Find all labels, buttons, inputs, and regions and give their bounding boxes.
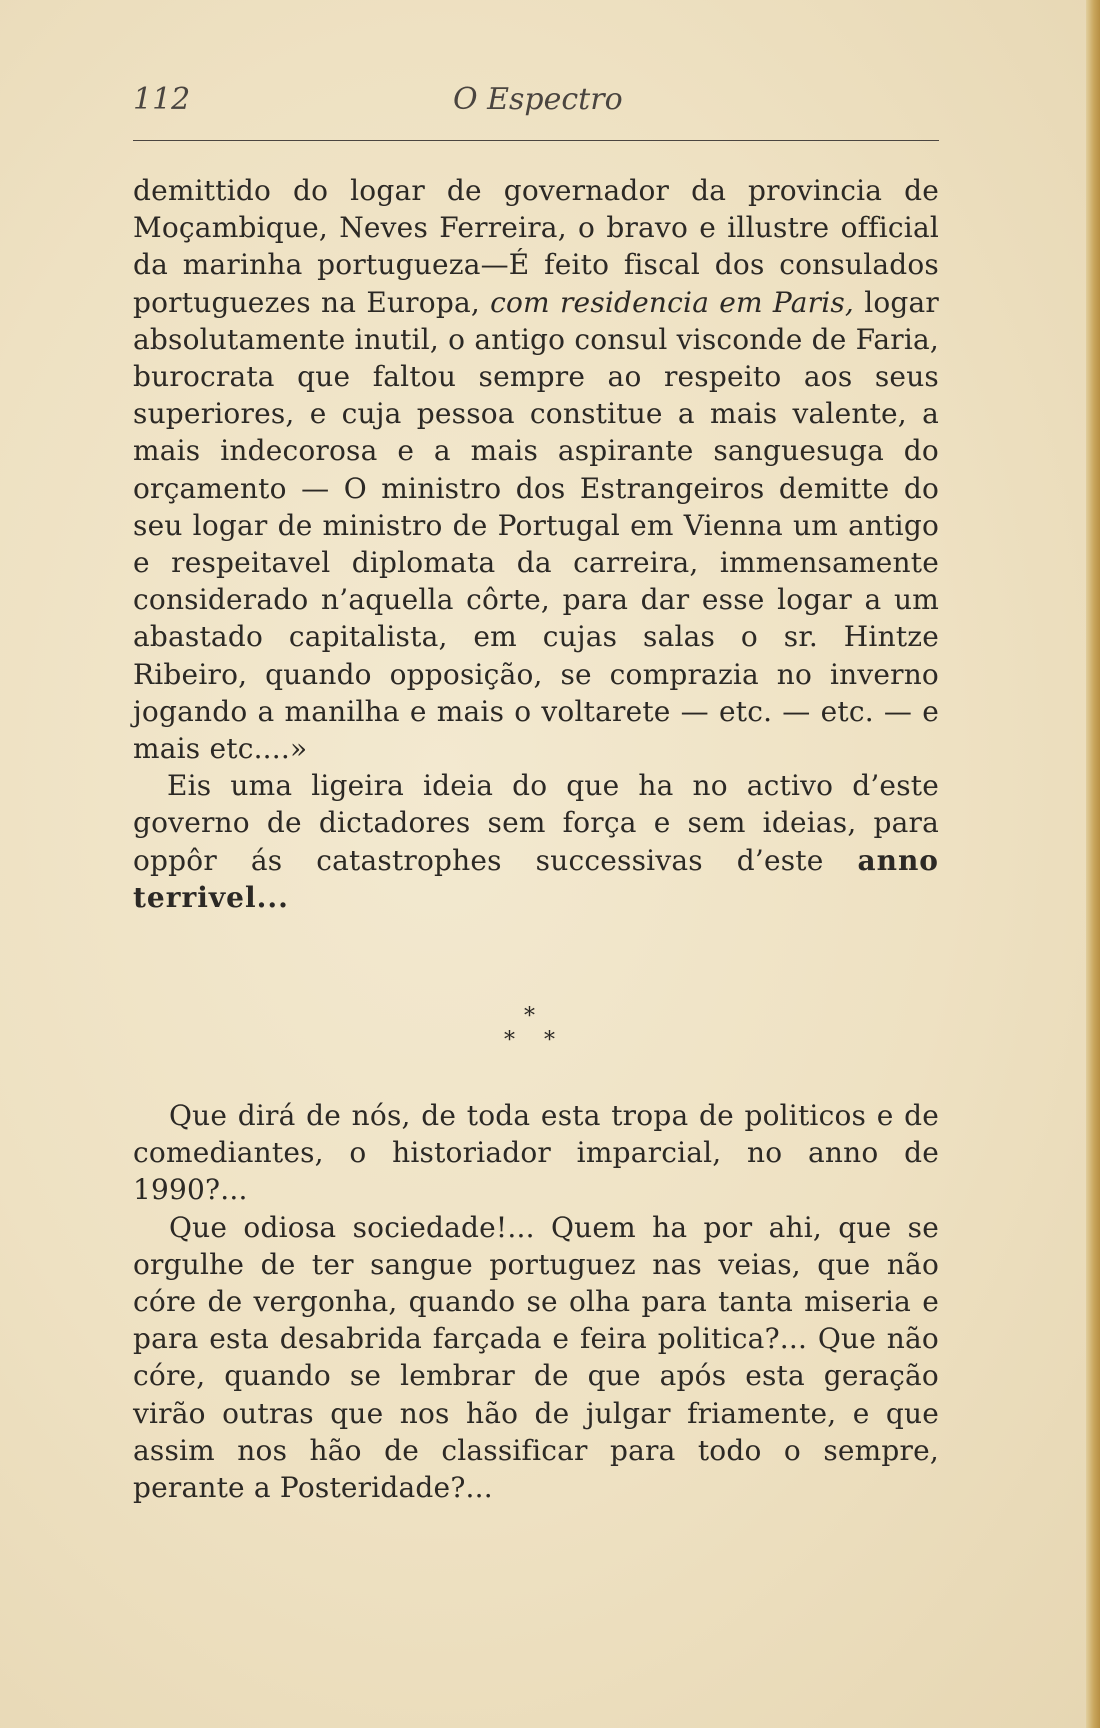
page-header	[133, 82, 939, 122]
asterisk-top: *	[524, 1004, 535, 1029]
header-rule	[133, 140, 939, 141]
page-number: 112	[133, 82, 191, 117]
asterisk-right: *	[544, 1028, 555, 1053]
paragraph-1-text-a: demittido do logar de governador da provincia de Moçambique, Neves Ferreira, o bravo e illustre official da marinha portugueza—É feito fiscal dos consulados portuguezes na Europa,	[133, 174, 939, 319]
paragraph-2-text-a: Eis uma ligeira ideia do que ha no activo d’este governo de dictadores sem força e sem ideias, para oppôr ás catastrophes successivas d’este	[133, 769, 939, 877]
paragraph-1-italic: com residencia em Paris,	[490, 285, 855, 319]
paragraph-2-bold: anno terrivel...	[133, 843, 939, 914]
paragraph-1	[133, 172, 939, 767]
paragraph-3: Que dirá de nós, de toda esta tropa de politicos e de comediantes, o historiador imparcial, no anno de 1990?...	[133, 1099, 939, 1207]
asterisk-left: *	[504, 1028, 515, 1053]
paragraph-2	[133, 767, 939, 916]
paragraph-1-text-b: logar absolutamente inutil, o antigo consul visconde de Faria, burocrata que faltou sempre ao respeito aos seus superiores, e cuja pessoa constitue a mais valente, a mais indecorosa e a mais aspirante sanguesuga do orçamento — O ministro dos Estrangeiros demitte do seu logar de ministro de Portugal em Vienna um antigo e respeitavel diplomata da carreira, immensamente considerado n’aquella côrte, para dar esse logar a um abastado capitalista, em cujas salas o sr. Hintze Ribeiro, quando opposição, se comprazia no inverno jogando a manilha e mais o voltarete — etc. — etc. — e mais etc....»	[133, 285, 940, 766]
paragraph-4: Que odiosa sociedade!... Quem ha por ahi, que se orgulhe de ter sangue portuguez nas veias, que não córe de vergonha, quando se olha para tanta miseria e para esta desabrida farçada e feira politica?... Que não córe, quando se lembrar de que após esta geração virão outras que nos hão de julgar friamente, e que assim nos hão de classificar para todo o sempre, perante a Posteridade?...	[133, 1210, 939, 1505]
page-edge	[1086, 0, 1100, 1728]
section-separator	[500, 1004, 560, 1054]
running-title: O Espectro	[453, 82, 623, 117]
body-text-bottom	[133, 1097, 939, 1506]
body-text-top	[133, 172, 939, 916]
